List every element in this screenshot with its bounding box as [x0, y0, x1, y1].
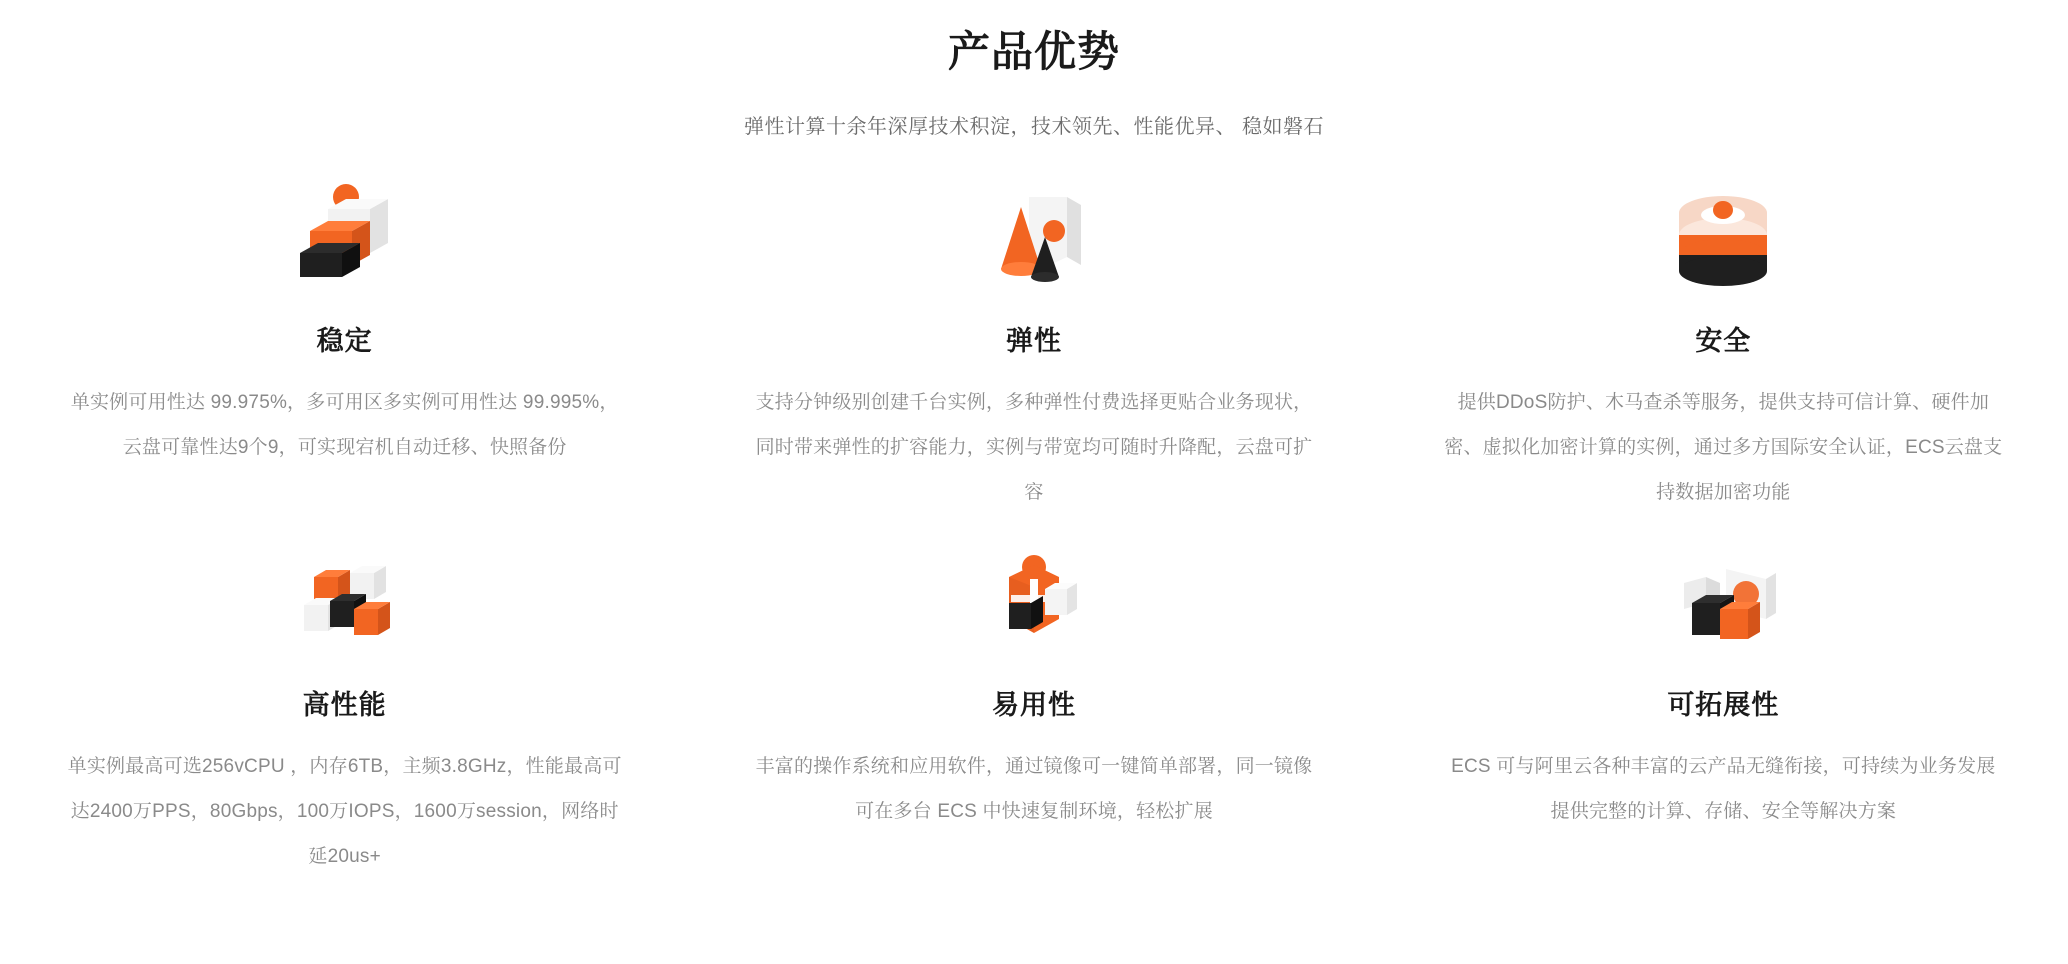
- page-subtitle: 弹性计算十余年深厚技术积淀，技术领先、性能优异、 稳如磐石: [743, 116, 1325, 138]
- feature-title: 弹性: [1005, 326, 1062, 356]
- feature-desc: ECS 可与阿里云各种丰富的云产品无缝衔接，可持续为业务发展提供完整的计算、存储、安全等解决方案: [1451, 756, 1996, 822]
- feature-card-performance: [0, 543, 689, 879]
- feature-desc: 提供DDoS防护、木马查杀等服务，提供支持可信计算、硬件加密、虚拟化加密计算的实例，通过多方国际安全认证，ECS云盘支持数据加密功能: [1444, 392, 2003, 503]
- feature-title: 易用性: [991, 690, 1076, 720]
- feature-desc: 单实例可用性达 99.975%，多可用区多实例可用性达 99.995%，云盘可靠性达9个9，可实现宕机自动迁移、快照备份: [70, 392, 619, 458]
- feature-grid: [0, 179, 2068, 879]
- stability-cube-icon: [265, 179, 425, 299]
- scalability-panel-icon: [1643, 543, 1803, 663]
- feature-title: 高性能: [302, 690, 387, 720]
- feature-desc: 单实例最高可选256vCPU ，内存6TB，主频3.8GHz，性能最高可达2400万PPS，80Gbps，100万IOPS，1600万session，网络时延20us+: [67, 756, 622, 867]
- feature-card-elasticity: [689, 179, 1378, 515]
- usability-hub-icon: [954, 543, 1114, 663]
- security-cylinder-icon: [1643, 179, 1803, 299]
- elasticity-cone-icon: [954, 179, 1114, 299]
- feature-title: 可拓展性: [1667, 690, 1780, 720]
- feature-card-stability: [0, 179, 689, 515]
- feature-card-scalability: [1379, 543, 2068, 879]
- page-title: 产品优势: [947, 28, 1120, 75]
- feature-desc: 支持分钟级别创建千台实例，多种弹性付费选择更贴合业务现状，同时带来弹性的扩容能力，实例与带宽均可随时升降配，云盘可扩容: [755, 392, 1313, 503]
- feature-desc: 丰富的操作系统和应用软件，通过镜像可一键简单部署，同一镜像可在多台 ECS 中快速复制环境，轻松扩展: [755, 756, 1313, 822]
- feature-title: 安全: [1695, 326, 1752, 356]
- feature-card-security: [1379, 179, 2068, 515]
- feature-title: 稳定: [316, 326, 373, 356]
- feature-card-usability: [689, 543, 1378, 879]
- performance-blocks-icon: [265, 543, 425, 663]
